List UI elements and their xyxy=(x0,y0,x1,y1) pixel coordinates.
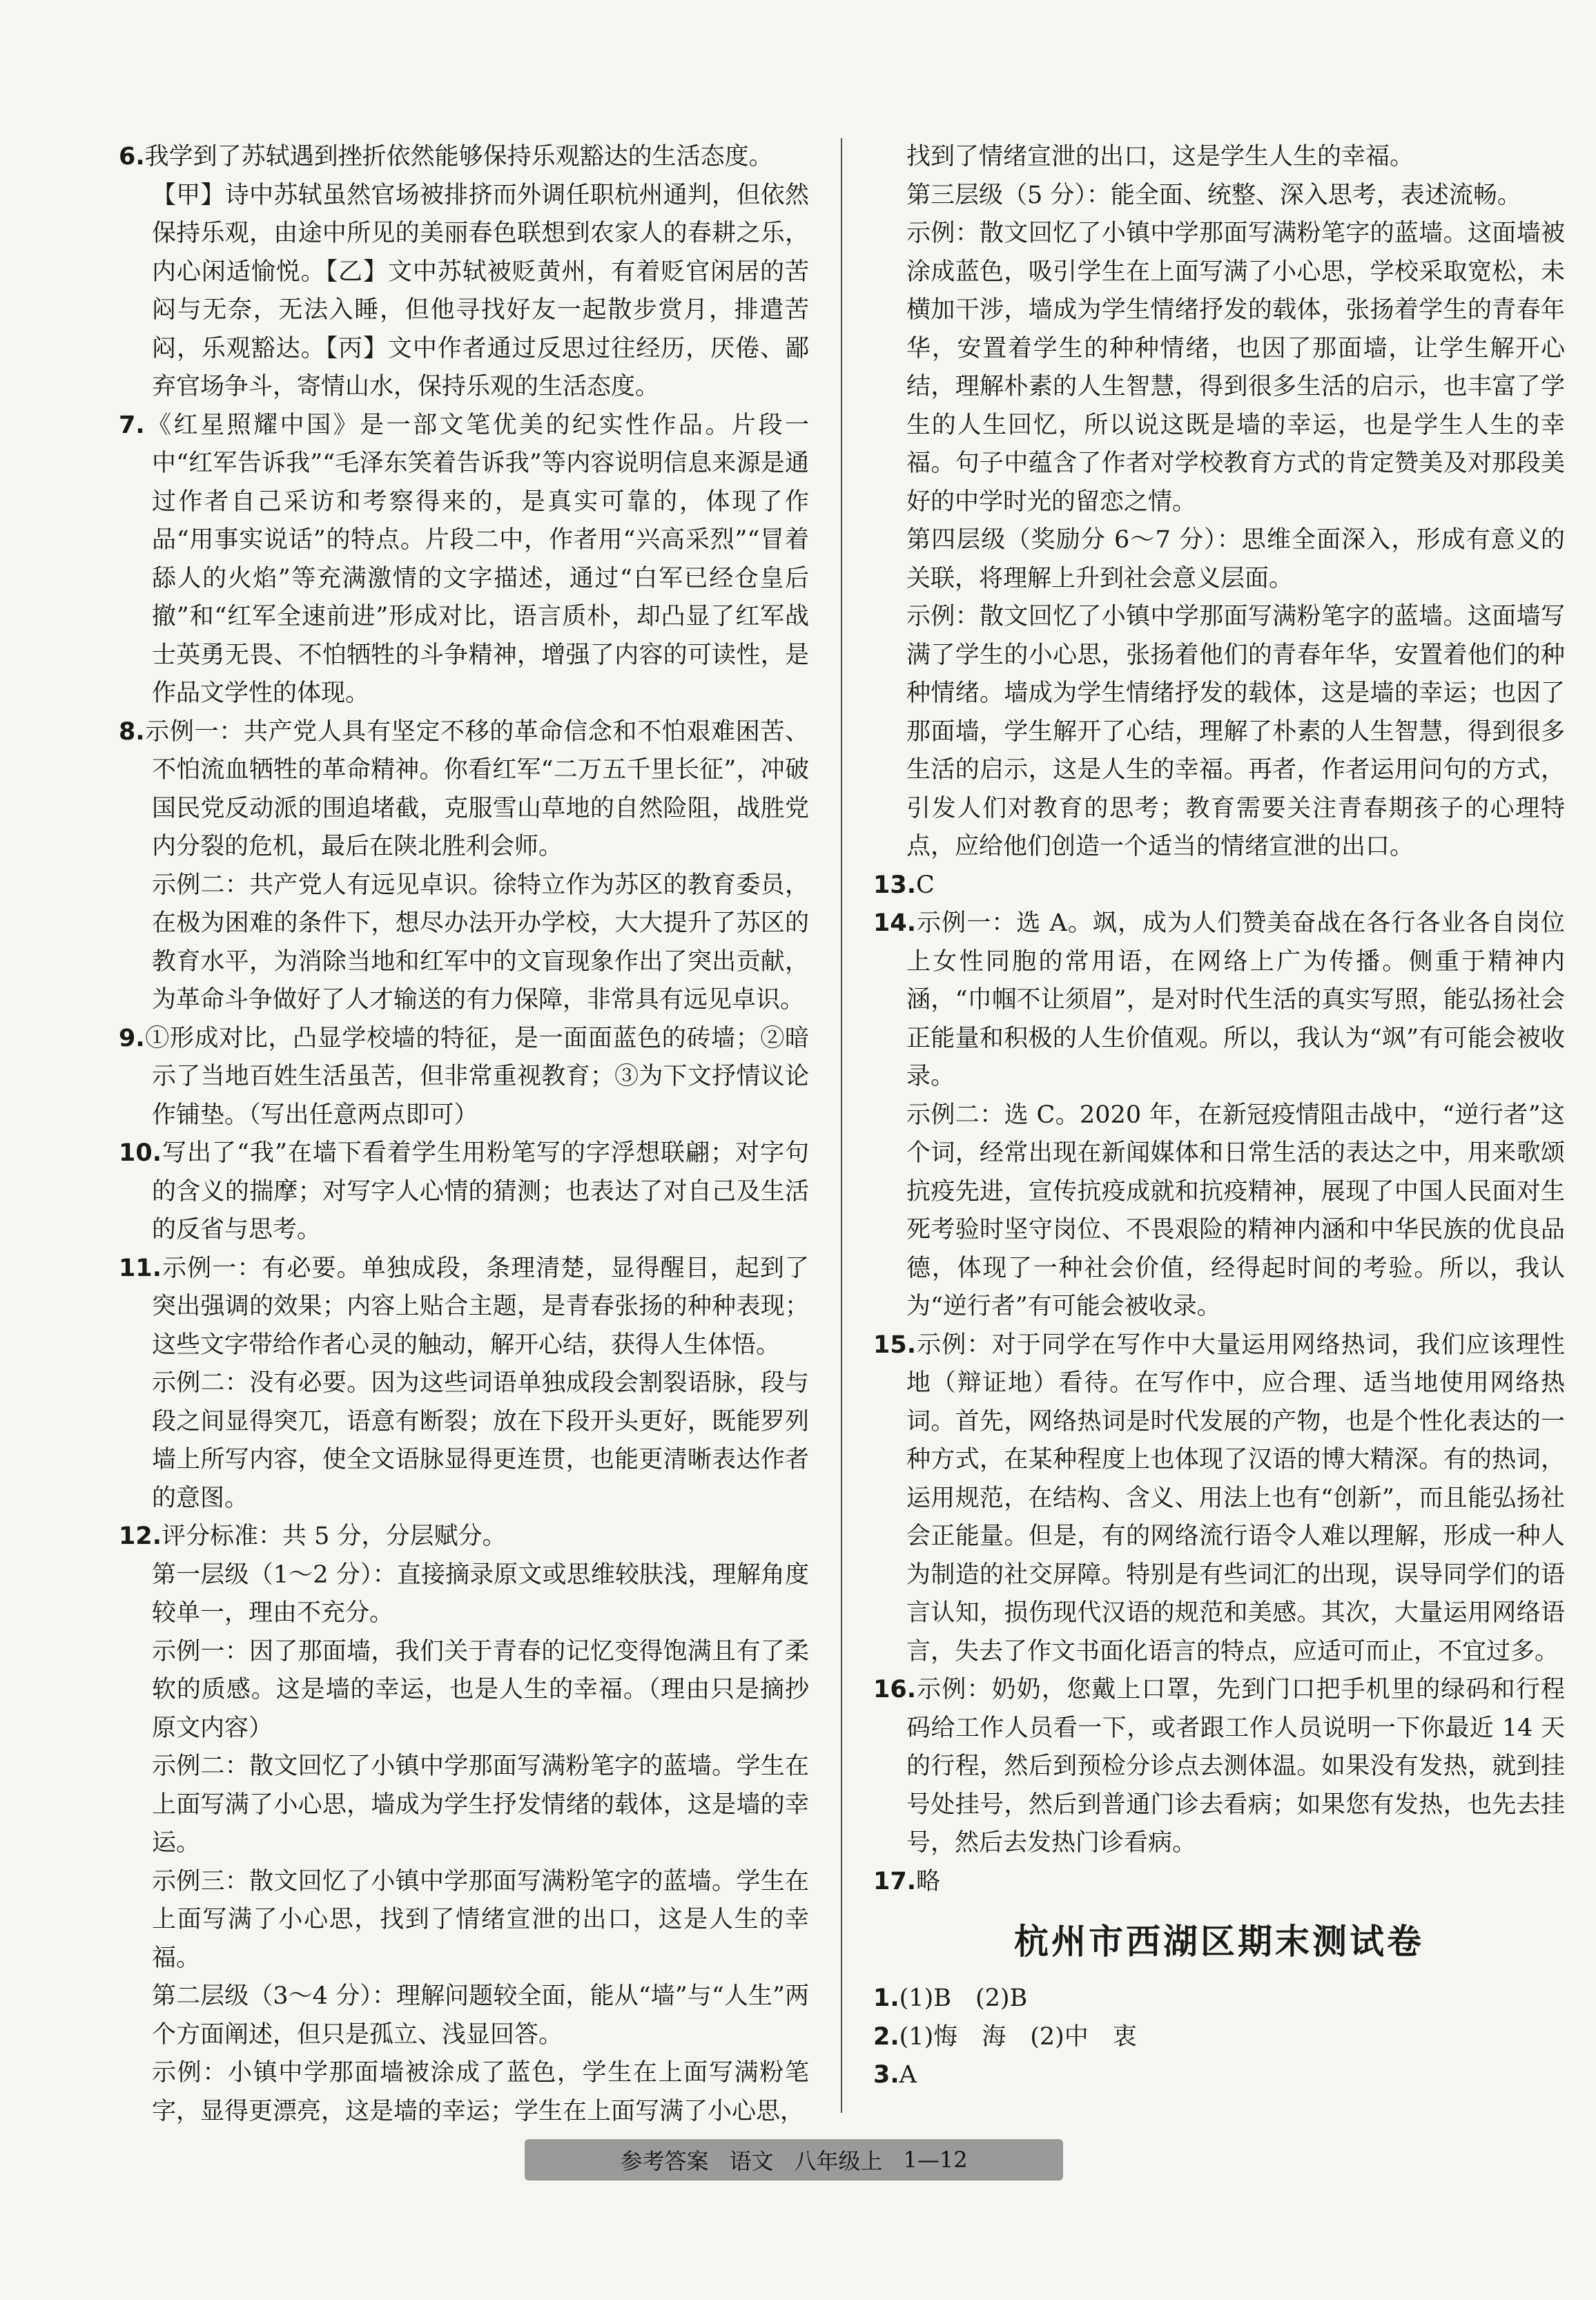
answer-paragraph: 示例三：散文回忆了小镇中学那面写满粉笔字的蓝墙。学生在上面写满了小心思，找到了情绪宣泄的出口，这是人生的幸福。 xyxy=(152,1867,809,1972)
answer-text: 示例：对于同学在写作中大量运用网络热词，我们应该理性地（辩证地）看待。在写作中，应合理、适当地使用网络热词。首先，网络热词是时代发展的产物，也是个性化表达的一种方式，在某种程度上也体现了汉语的博大精深。有的热词，运用规范，在结构、含义、用法上也有“创新”，而且能弘扬社会正能量。但是，有的网络流行语令人难以理解，形成一种人为制造的社交屏障。特别是有些词汇的出现，误导同学们的语言认知，损伤现代汉语的规范和美感。其次，大量运用网络语言，失去了作文书面化语言的特点，应适可而止，不宜过多。 xyxy=(906,1331,1565,1665)
answer-text: (1)B (2)B xyxy=(899,1984,1028,2012)
answer-paragraph: 示例二：没有必要。因为这些词语单独成段会割裂语脉，段与段之间显得突兀，语意有断裂；放在下段开头更好，既能罗列墙上所写内容，使全文语脉显得更连贯，也能更清晰表达作者的意图。 xyxy=(152,1369,809,1512)
section-title: 杭州市西湖区期末测试卷 xyxy=(1014,1922,1424,1962)
answer-text: 写出了“我”在墙下看着学生用粉笔写的字浮想联翩；对字句的含义的揣摩；对写字人心情的猜测；也表达了对自己及生活的反省与思考。 xyxy=(152,1139,809,1244)
answer-text: C xyxy=(916,871,935,899)
page-footer xyxy=(525,2139,1063,2181)
answer-number: 13. xyxy=(873,871,917,899)
answer-number: 1. xyxy=(873,1984,899,2012)
column-divider xyxy=(841,138,842,2113)
answer-paragraph: 示例二：共产党人有远见卓识。徐特立作为苏区的教育委员，在极为困难的条件下，想尽办法开办学校，大大提升了苏区的教育水平，为消除当地和红军中的文盲现象作出了突出贡献，为革命斗争做好了人才输送的有力保障，非常具有远见卓识。 xyxy=(152,871,809,1014)
answer-text: 《红星照耀中国》是一部文笔优美的纪实性作品。片段一中“红军告诉我”“毛泽东笑着告诉我”等内容说明信息来源是通过作者自己采访和考察得来的，是真实可靠的，体现了作品“用事实说话”的特点。片段二中，作者用“兴高采烈”“冒着舔人的火焰”等充满激情的文字描述，通过“白军已经仓皇后撤”和“红军全速前进”形成对比，语言质朴，却凸显了红军战士英勇无畏、不怕牺牲的斗争精神，增强了内容的可读性，是作品文学性的体现。 xyxy=(144,411,809,707)
answer-number: 7. xyxy=(119,411,145,439)
answer-item xyxy=(119,1020,809,1135)
answer-paragraph: 示例一：因了那面墙，我们关于青春的记忆变得饱满且有了柔软的质感。这是墙的幸运，也是人生的幸福。（理由只是摘抄原文内容） xyxy=(152,1637,809,1742)
answer-item xyxy=(119,1250,809,1365)
answer-item xyxy=(873,2056,1565,2095)
answer-item xyxy=(873,1980,1565,2018)
answer-item xyxy=(119,138,809,177)
answer-number: 11. xyxy=(119,1254,162,1282)
answer-paragraph: 【甲】诗中苏轼虽然官场被排挤而外调任职杭州通判，但依然保持乐观，由途中所见的美丽春色联想到农家人的春耕之乐，内心闲适愉悦。【乙】文中苏轼被贬黄州，有着贬官闲居的苦闷与无奈，无法入睡，但他寻找好友一起散步赏月，排遣苦闷，乐观豁达。【丙】文中作者通过反思过往经历，厌倦、鄙弃官场争斗，寄情山水，保持乐观的生活态度。 xyxy=(152,181,809,400)
footer-label-grade: 八年级上 xyxy=(794,2148,883,2174)
left-column xyxy=(119,138,809,2131)
answer-text: A xyxy=(899,2061,917,2089)
answer-text: 示例一：有必要。单独成段，条理清楚，显得醒目，起到了突出强调的效果；内容上贴合主题，是青春张扬的种种表现；这些文字带给作者心灵的触动，解开心结，获得人生体悟。 xyxy=(152,1254,809,1359)
answer-text: (1)悔 海 (2)中 衷 xyxy=(899,2022,1137,2051)
answer-text: 示例一：选 A。飒，成为人们赞美奋战在各行各业各自岗位上女性同胞的常用语，在网络上广为传播。侧重于精神内涵，“巾帼不让须眉”，是对时代生活的真实写照，能弘扬社会正能量和积极的人生价值观。所以，我认为“飒”有可能会被收录。 xyxy=(906,909,1565,1090)
answer-paragraph: 示例：小镇中学那面墙被涂成了蓝色，学生在上面写满粉笔字，显得更漂亮，这是墙的幸运；学生在上面写满了小心思， xyxy=(152,2059,809,2125)
answer-paragraph: 第二层级（3～4 分）：理解问题较全面，能从“墙”与“人生”两个方面阐述，但只是孤立、浅显回答。 xyxy=(152,1982,809,2049)
answer-number: 15. xyxy=(873,1331,917,1359)
answer-number: 2. xyxy=(873,2022,899,2051)
answer-number: 17. xyxy=(873,1867,917,1895)
right-answers xyxy=(873,138,1565,1901)
answer-number: 3. xyxy=(873,2061,899,2089)
answer-paragraph: 示例：散文回忆了小镇中学那面写满粉笔字的蓝墙。这面墙写满了学生的小心思，张扬着他们的青春年华，安置着他们的种种情绪。墙成为学生情绪抒发的载体，这是墙的幸运；也因了那面墙，学生解开了心结，理解了朴素的人生智慧，得到很多生活的启示，这是人生的幸福。再者，作者运用问句的方式，引发人们对教育的思考；教育需要关注青春期孩子的心理特点，应给他们创造一个适当的情绪宣泄的出口。 xyxy=(906,603,1565,860)
answer-item xyxy=(873,1671,1565,1863)
answer-item xyxy=(873,2018,1565,2057)
answer-text: ①形成对比，凸显学校墙的特征，是一面面蓝色的砖墙；②暗示了当地百姓生活虽苦，但非常重视教育；③为下文抒情议论作铺垫。（写出任意两点即可） xyxy=(144,1024,809,1129)
answer-paragraph: 示例二：散文回忆了小镇中学那面写满粉笔字的蓝墙。学生在上面写满了小心思，墙成为学生抒发情绪的载体，这是墙的幸运。 xyxy=(152,1752,809,1857)
answer-paragraph: 找到了情绪宣泄的出口，这是学生人生的幸福。 xyxy=(906,143,1414,171)
answer-item xyxy=(119,407,809,713)
answer-item xyxy=(119,713,809,867)
answer-number: 10. xyxy=(119,1139,162,1167)
answer-item xyxy=(873,867,1565,905)
answer-item xyxy=(119,1134,809,1250)
footer-label-answers: 参考答案 xyxy=(620,2148,709,2174)
answer-text: 示例：奶奶，您戴上口罩，先到门口把手机里的绿码和行程码给工作人员看一下，或者跟工作人员说明一下你最近 14 天的行程，然后到预检分诊点去测体温。如果没有发热，就到挂号处挂号，然后到普通门诊去看病；如果您有发热，也先去挂号，然后去发热门诊看病。 xyxy=(906,1676,1565,1857)
answer-paragraph: 示例：散文回忆了小镇中学那面写满粉笔字的蓝墙。这面墙被涂成蓝色，吸引学生在上面写满了小心思，学校采取宽松，未横加干涉，墙成为学生情绪抒发的载体，张扬着学生的青春年华，安置着学生的种种情绪，也因了那面墙，让学生解开心结，理解朴素的人生智慧，得到很多生活的启示，也丰富了学生的人生回忆，所以说这既是墙的幸运，也是学生人生的幸福。句子中蕴含了作者对学校教育方式的肯定赞美及对那段美好的中学时光的留恋之情。 xyxy=(906,220,1565,516)
page-number: 1—12 xyxy=(903,2147,968,2173)
answer-item xyxy=(873,1326,1565,1672)
answer-text: 示例一：共产党人具有坚定不移的革命信念和不怕艰难困苦、不怕流血牺牲的革命精神。你看红军“二万五千里长征”，冲破国民党反动派的围追堵截，克服雪山草地的自然险阻，战胜党内分裂的危机，最后在陕北胜利会师。 xyxy=(144,717,809,860)
answer-number: 12. xyxy=(119,1523,162,1550)
answer-paragraph: 示例二：选 C。2020 年，在新冠疫情阻击战中，“逆行者”这个词，经常出现在新闻媒体和日常生活的表达之中，用来歌颂抗疫先进，宣传抗疫成就和抗疫精神，展现了中国人民面对生死考验时坚守岗位、不畏艰险的精神内涵和中华民族的优良品德，体现了一种社会价值，经得起时间的考验。所以，我认为“逆行者”有可能会被收录。 xyxy=(906,1101,1565,1320)
answer-paragraph: 第三层级（5 分）：能全面、统整、深入思考，表述流畅。 xyxy=(906,181,1521,209)
answer-number: 14. xyxy=(873,909,917,937)
right-column xyxy=(873,138,1565,2095)
footer-label-subject: 语文 xyxy=(729,2148,774,2174)
answer-paragraph: 第四层级（奖励分 6～7 分）：思维全面深入，形成有意义的关联，将理解上升到社会意义层面。 xyxy=(906,526,1565,592)
answer-item xyxy=(119,1518,809,1556)
section-answers xyxy=(873,1980,1565,2095)
answer-number: 16. xyxy=(873,1676,917,1703)
answer-number: 8. xyxy=(119,717,145,746)
answer-text: 评分标准：共 5 分，分层赋分。 xyxy=(162,1523,507,1550)
answer-paragraph: 第一层级（1～2 分）：直接摘录原文或思维较肤浅，理解角度较单一，理由不充分。 xyxy=(152,1560,809,1627)
answer-number: 9. xyxy=(119,1024,145,1052)
answer-item xyxy=(873,1863,1565,1902)
answer-text: 略 xyxy=(916,1867,941,1895)
answer-number: 6. xyxy=(119,143,145,171)
answer-text: 我学到了苏轼遇到挫折依然能够保持乐观豁达的生活态度。 xyxy=(144,143,773,171)
answer-item xyxy=(873,905,1565,1096)
